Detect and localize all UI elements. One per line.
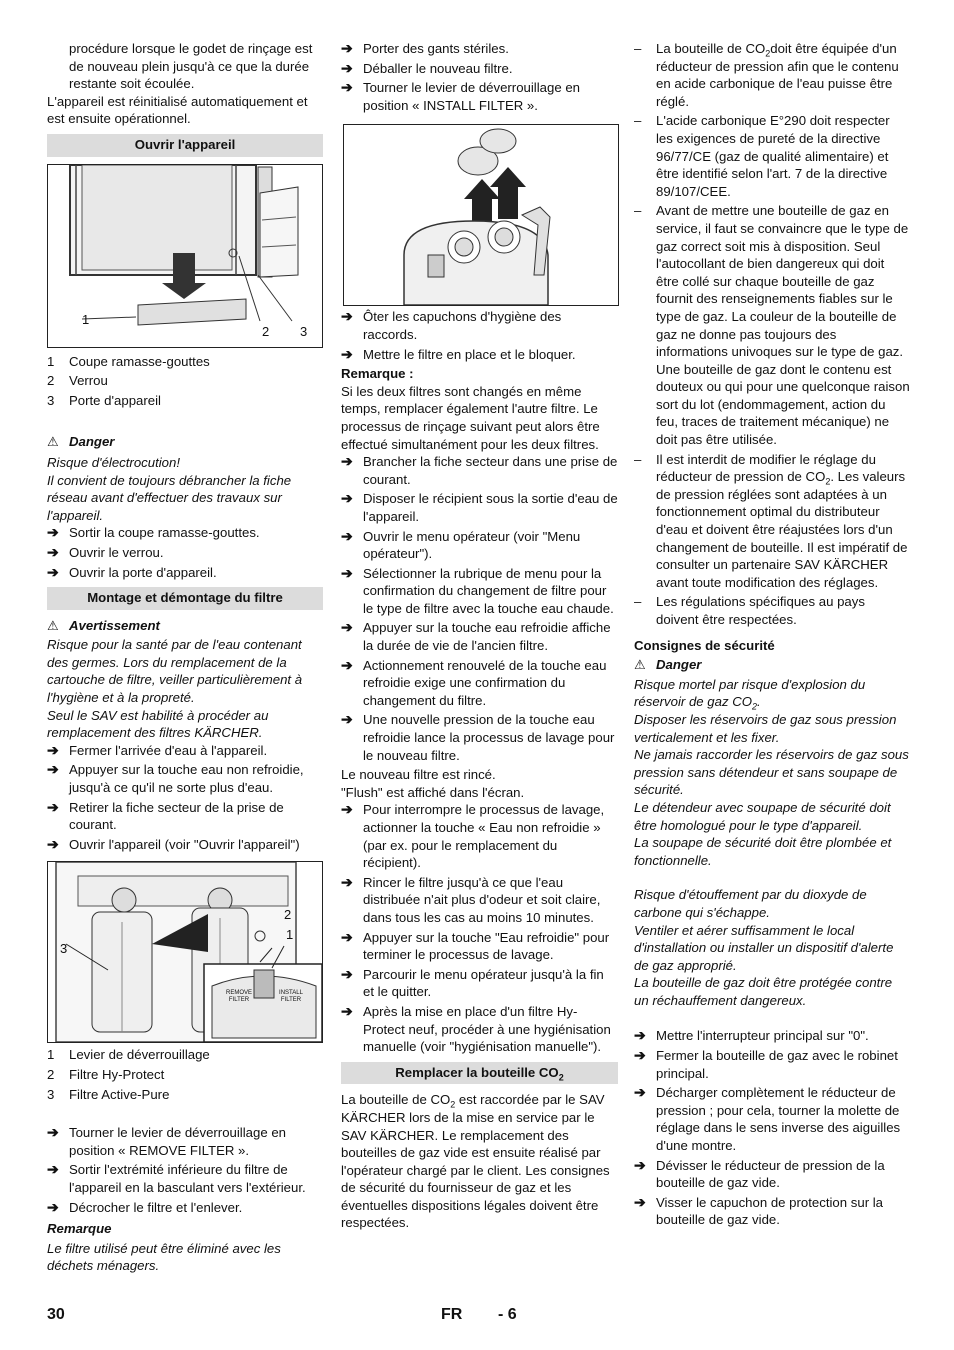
danger-text: Ne jamais raccorder les réservoirs de gaz sous pression sans détendeur et sans soupape de sécurité. — [634, 747, 909, 798]
legend-item: 1 Levier de déverrouillage — [47, 1047, 210, 1063]
arrow-right-icon: ➔ — [47, 761, 59, 778]
dash-item: – Les régulations spécifiques au pays doivent être respectées. — [634, 594, 865, 627]
callout-3: 3 — [300, 323, 308, 339]
step-item: ➔ Ouvrir le menu opérateur (voir "Menu opérateur"). — [341, 527, 581, 562]
dash-item: – Avant de mettre une bouteille de gaz en service, il faut se convaincre que le type de gaz correct soit mis à disposition. Seul l'autocollant de bien dangereux qui doit être collé sur chaque bouteille de gaz fournit des renseignements fiables sur le type de gaz. La couleur de la bouteille de gaz ne donne pas toujours des informations univoques sur le type de gaz. Une bouteille de gaz dont le contenu est douteux ou qui pour une quelconque raison sort du lot (endommagement, action du feu, traces de traitement mécanique) ne doit pas être utilisée. — [634, 203, 910, 448]
arrow-right-icon: ➔ — [47, 1124, 59, 1141]
legend-item: 3 Filtre Active-Pure — [47, 1086, 170, 1102]
arrow-right-icon: ➔ — [341, 79, 353, 96]
arrow-right-icon: ➔ — [341, 928, 353, 945]
step-item: ➔ Visser le capuchon de protection sur la bouteille de gaz vide. — [634, 1193, 884, 1228]
column-2 — [341, 40, 618, 1232]
danger-text: La soupape de sécurité doit être plombée et fonctionnelle. — [634, 835, 892, 868]
step-item: ➔ Ouvrir le verrou. — [47, 543, 164, 560]
arrow-right-icon: ➔ — [341, 59, 353, 76]
remark-text: Le filtre utilisé peut être éliminé avec les déchets ménagers. — [47, 1240, 281, 1274]
danger-heading: ⚠ Danger — [634, 657, 702, 673]
warning-triangle-icon: ⚠ — [47, 617, 59, 633]
danger-text: Risque mortel par risque d'explosion du réservoir de gaz $CO_2$. — [634, 676, 866, 713]
step-item: ➔ Sélectionner la rubrique de menu pour la confirmation du changement de filtre pour le type de filtre avec la touche eau chaude. — [341, 564, 614, 616]
callout-1: 1 — [286, 927, 294, 943]
step-item: ➔ Appuyer sur la touche "Eau refroidie" pour terminer le processus de lavage. — [341, 928, 610, 963]
step-item: ➔ Fermer l'arrivée d'eau à l'appareil. — [47, 741, 268, 758]
step-item: ➔ Rincer le filtre jusqu'à ce que l'eau distribuée n'ait plus d'odeur et soit claire, dans tous les cas au moins 10 minutes. — [341, 873, 601, 925]
arrow-right-icon: ➔ — [47, 798, 59, 815]
section-heading-open: Ouvrir l'appareil — [47, 134, 323, 157]
remove-filter-label: REMOVE FILTER — [225, 990, 252, 1004]
arrow-right-icon: ➔ — [341, 308, 353, 325]
step-item: ➔ Appuyer sur la touche eau refroidie affiche la durée de vie de l'ancien filtre. — [341, 619, 611, 654]
step-item: ➔ Tourner le levier de déverrouillage en position « REMOVE FILTER ». — [47, 1124, 286, 1158]
warning-triangle-icon: ⚠ — [47, 434, 59, 450]
step-item: ➔ Décrocher le filtre et l'enlever. — [47, 1198, 243, 1215]
arrow-right-icon: ➔ — [634, 1193, 646, 1210]
callout-2: 2 — [284, 907, 292, 923]
arrow-right-icon: ➔ — [341, 345, 353, 362]
filters-illustration — [48, 862, 322, 1042]
arrow-right-icon: ➔ — [47, 1198, 59, 1215]
step-item: ➔ Actionnement renouvelé de la touche eau refroidie exige une confirmation du changement du filtre. — [341, 656, 607, 708]
step-item: ➔ Appuyer sur la touche eau non refroidie, jusqu'à ce qu'il ne sorte plus d'eau. — [47, 761, 304, 796]
arrow-right-icon: ➔ — [341, 527, 353, 544]
legend-item: 3 Porte d'appareil — [47, 392, 161, 408]
danger-text: Risque d'électrocution! — [47, 454, 181, 470]
arrow-right-icon: ➔ — [634, 1047, 646, 1064]
step-item: ➔ Décharger complètement le réducteur de pression ; pour cela, tourner la molette de réglage dans le sens inverse des aiguilles d'une montre. — [634, 1084, 901, 1154]
install-filter-label: INSTALL FILTER — [279, 990, 303, 1004]
danger-text: Risque d'étouffement par du dioxyde de carbone qui s'échappe. — [634, 887, 867, 920]
section-heading-filter: Montage et démontage du filtre — [47, 587, 323, 610]
figure-open-device — [47, 164, 323, 348]
page-number: 30 — [47, 1306, 65, 1323]
safety-title: Consignes de sécurité — [634, 637, 775, 653]
callout-3: 3 — [60, 941, 68, 957]
arrow-right-icon: ➔ — [341, 490, 353, 507]
dash-item: – La bouteille de $CO_2doit$ être équipée d'un réducteur de pression afin que le contenu en acide carbonique de l'eau puisse être réglé. — [634, 41, 899, 109]
arrow-right-icon: ➔ — [341, 873, 353, 890]
danger-text: Disposer les réservoirs de gaz sous pression verticalement et les fixer. — [634, 711, 897, 745]
remark-label: Remarque — [47, 1221, 112, 1237]
step-item: ➔ Ôter les capuchons d'hygiène des raccords. — [341, 308, 562, 342]
warning-text: Seul le SAV est habilité à procéder au remplacement des filtres KÄRCHER. — [47, 707, 269, 741]
step-item: ➔ Mettre le filtre en place et le bloquer. — [341, 345, 576, 362]
step-item: ➔ Ouvrir la porte d'appareil. — [47, 563, 217, 580]
arrow-right-icon: ➔ — [634, 1027, 646, 1044]
language-code: FR — [441, 1306, 463, 1323]
step-item: ➔ Déballer le nouveau filtre. — [341, 59, 513, 76]
step-item: ➔ Une nouvelle pression de la touche eau refroidie lance la processus de lavage pour le nouveau filtre. — [341, 711, 615, 763]
danger-text: Le détendeur avec soupape de sécurité doit être homologué pour le type d'appareil. — [634, 799, 891, 833]
step-item: ➔ Fermer la bouteille de gaz avec le robinet principal. — [634, 1047, 898, 1081]
arrow-right-icon: ➔ — [341, 711, 353, 728]
warning-text: Risque pour la santé par de l'eau contenant des germes. Lors du remplacement de la cartouche de filtre, veiller particulièrement à l'hygiène et à la propreté. — [47, 637, 303, 706]
intro-indent-text: procédure lorsque le godet de rinçage est de nouveau plein jusqu'à ce que la durée restante soit écoulée. — [69, 41, 313, 92]
section-heading-co2: Remplacer la bouteille $CO_2$ — [341, 1062, 618, 1085]
step-item: ➔ Dévisser le réducteur de pression de la bouteille de gaz vide. — [634, 1156, 885, 1191]
warning-heading: ⚠ Avertissement — [47, 617, 160, 633]
legend-item: 2 Verrou — [47, 373, 108, 389]
step-item: ➔ Retirer la fiche secteur de la prise de courant. — [47, 798, 284, 833]
arrow-right-icon: ➔ — [341, 656, 353, 673]
arrow-right-icon: ➔ — [47, 741, 59, 758]
figure-hygiene-caps — [343, 124, 619, 306]
column-3 — [634, 40, 910, 1231]
step-item: ➔ Sortir la coupe ramasse-gouttes. — [47, 524, 260, 541]
step-item: ➔ Pour interrompre le processus de lavage, actionner la touche « Eau non refroidie » (par ex. pour le remplacement du récipient). — [341, 801, 605, 871]
step-item: ➔ Parcourir le menu opérateur jusqu'à la fin et le quitter. — [341, 965, 604, 1000]
danger-heading: ⚠ Danger — [47, 434, 115, 450]
section-page-number: - 6 — [498, 1306, 517, 1323]
step-item: ➔ Porter des gants stériles. — [341, 40, 509, 56]
legend-item: 2 Filtre Hy-Protect — [47, 1067, 165, 1082]
flush-text: "Flush" est affiché dans l'écran. — [341, 784, 525, 800]
arrow-right-icon: ➔ — [634, 1156, 646, 1173]
step-item: ➔ Brancher la fiche secteur dans une prise de courant. — [341, 453, 618, 487]
arrow-right-icon: ➔ — [341, 801, 353, 818]
arrow-right-icon: ➔ — [341, 965, 353, 982]
step-item: ➔ Tourner le levier de déverrouillage en position « INSTALL FILTER ». — [341, 79, 580, 113]
callout-2: 2 — [262, 323, 270, 339]
step-item: ➔ Mettre l'interrupteur principal sur "0". — [634, 1027, 869, 1044]
step-item: ➔ Disposer le récipient sous la sortie d'eau de l'appareil. — [341, 490, 618, 524]
arrow-right-icon: ➔ — [341, 1002, 353, 1019]
dash-item: – L'acide carbonique E°290 doit respecter les exigences de pureté de la directive 96/77/CE (gaz de qualité alimentaire) et être identifié selon l'art. 7 de la directive 89/107/CEE. — [634, 113, 890, 199]
intro-text: L'appareil est réinitialisé automatiquement et est ensuite opérationnel. — [47, 93, 308, 127]
legend-item: 1 Coupe ramasse-gouttes — [47, 353, 210, 369]
step-item: ➔ Sortir l'extrémité inférieure du filtre de l'appareil en la basculant vers l'extérieur. — [47, 1161, 306, 1195]
arrow-right-icon: ➔ — [341, 564, 353, 581]
rinsed-text: Le nouveau filtre est rincé. — [341, 767, 496, 783]
arrow-right-icon: ➔ — [634, 1084, 646, 1101]
danger-text: Ventiler et aérer suffisamment le local d'installation ou installer un dispositif d'alerte de gaz approprié. — [634, 922, 894, 973]
arrow-right-icon: ➔ — [47, 563, 59, 580]
hygiene-caps-illustration — [344, 125, 618, 305]
danger-text: Il convient de toujours débrancher la fiche réseau avant d'effectuer des travaux sur l'appareil. — [47, 472, 292, 523]
danger-text: La bouteille de gaz doit être protégée contre un réchauffement dangereux. — [634, 975, 893, 1008]
arrow-right-icon: ➔ — [47, 1161, 59, 1178]
column-1 — [47, 40, 323, 1275]
arrow-right-icon: ➔ — [341, 40, 353, 56]
arrow-right-icon: ➔ — [47, 524, 59, 541]
arrow-right-icon: ➔ — [341, 453, 353, 470]
figure-filters — [47, 861, 323, 1043]
arrow-right-icon: ➔ — [341, 619, 353, 636]
arrow-right-icon: ➔ — [47, 543, 59, 560]
page-footer — [0, 1306, 954, 1330]
dash-item: – Il est interdit de modifier le réglage du réducteur de pression de $CO_2$. Les valeurs de pression réglées sont adaptées à un fonctionnement optimal du distributeur d'eau et doivent être réajustées lors d'un changement de bouteille. Il est impératif de consulter un partenaire SAV KÄRCHER avant toute modification des réglages. — [634, 451, 908, 590]
arrow-right-icon: ➔ — [47, 835, 59, 852]
step-item: ➔ Ouvrir l'appareil (voir "Ouvrir l'appareil") — [47, 835, 300, 852]
remark-label: Remarque : — [341, 366, 414, 382]
callout-1: 1 — [82, 311, 90, 327]
co2-paragraph: La bouteille de $CO_2$ est raccordée par le SAV KÄRCHER lors de la mise en service par le SAV KÄRCHER. Le remplacement des bouteilles de gaz vide est ensuite réalisé par l'opérateur chargé par le client. Les consignes de sécurité du fournisseur de gaz et les éventuelles dispositions légales doivent être respectées. — [341, 1092, 610, 1231]
remark-text: Si les deux filtres sont changés en même temps, remplacer également l'autre filtre. Le processus de rinçage suivant peut alors être effectué simultanément pour les deux filtres. — [341, 383, 600, 452]
step-item: ➔ Après la mise en place d'un filtre Hy-Protect neuf, procéder à une hygiénisation manuelle (voir "hygiénisation manuelle"). — [341, 1002, 611, 1055]
warning-triangle-icon: ⚠ — [634, 657, 646, 673]
